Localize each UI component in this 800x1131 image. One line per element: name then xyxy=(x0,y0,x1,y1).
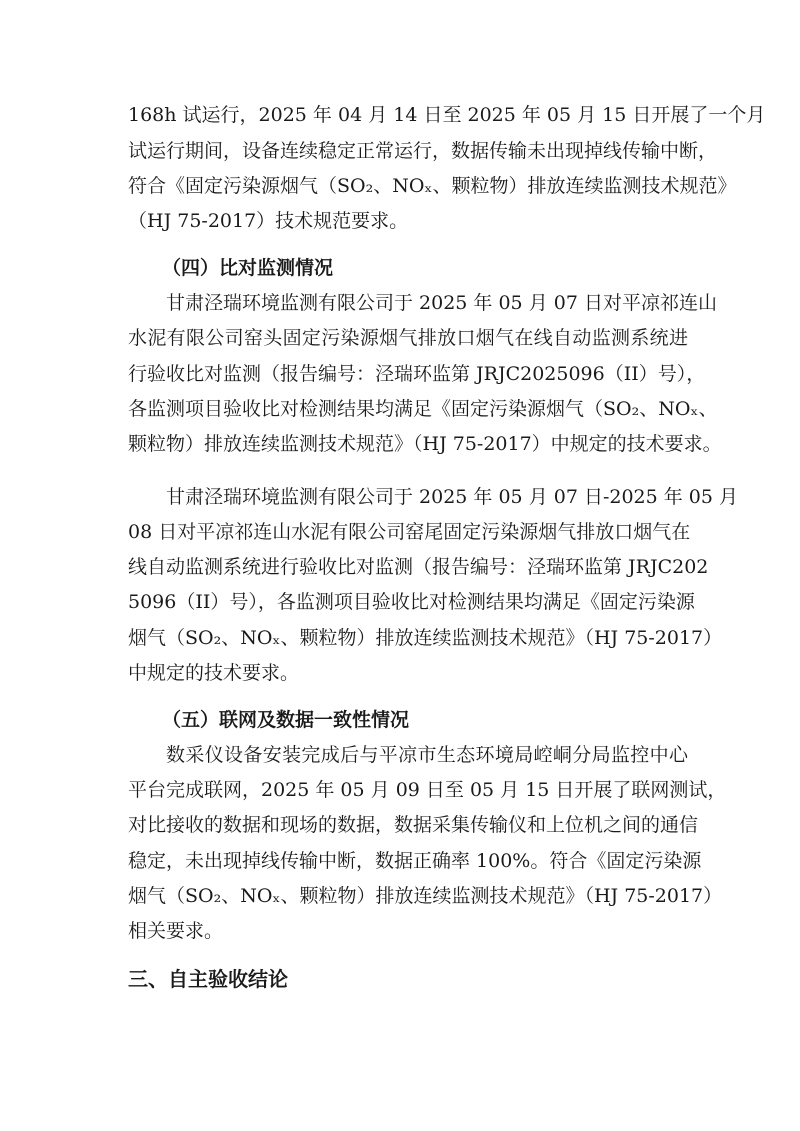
text-line: 水泥有限公司窑头固定污染源烟气排放口烟气在线自动监测系统进 xyxy=(128,327,688,349)
section-heading: （四）比对监测情况 xyxy=(162,257,334,279)
text-line: 烟气（SO₂、NOₓ、颗粒物）排放连续监测技术规范》（HJ 75-2017） xyxy=(128,627,723,649)
text-line: 168h 试运行，2025 年 04 月 14 日至 2025 年 05 月 15 日开展了一个月 xyxy=(128,104,766,126)
text-line: 5096（II）号），各监测项目验收比对检测结果均满足《固定污染源 xyxy=(128,591,695,613)
text-line: 颗粒物）排放连续监测技术规范》（HJ 75-2017）中规定的技术要求。 xyxy=(128,433,722,455)
section-heading: （五）联网及数据一致性情况 xyxy=(162,709,410,731)
text-line: 行验收比对监测（报告编号：泾瑞环监第 JRJC2025096（II）号）， xyxy=(128,363,706,385)
text-line: 相关要求。 xyxy=(128,920,224,942)
text-line: 各监测项目验收比对检测结果均满足《固定污染源烟气（SO₂、NOₓ、 xyxy=(128,398,718,420)
text-line: 中规定的技术要求。 xyxy=(128,662,300,684)
text-line: 甘肃泾瑞环境监测有限公司于 2025 年 05 月 07 日-2025 年 05 月 xyxy=(166,486,739,508)
main-section-heading: 三、自主验收结论 xyxy=(128,967,288,991)
text-line: 平台完成联网，2025 年 05 月 09 日至 05 月 15 日开展了联网测试， xyxy=(128,779,727,801)
text-line: 对比接收的数据和现场的数据，数据采集传输仪和上位机之间的通信 xyxy=(128,814,699,836)
text-line: （HJ 75-2017）技术规范要求。 xyxy=(128,210,409,232)
text-line: 稳定，未出现掉线传输中断，数据正确率 100%。符合《固定污染源 xyxy=(128,850,702,872)
text-line: 试运行期间，设备连续稳定正常运行，数据传输未出现掉线传输中断， xyxy=(128,140,718,162)
text-line: 烟气（SO₂、NOₓ、颗粒物）排放连续监测技术规范》（HJ 75-2017） xyxy=(128,885,723,907)
text-line: 线自动监测系统进行验收比对监测（报告编号：泾瑞环监第 JRJC202 xyxy=(128,556,709,578)
text-line: 甘肃泾瑞环境监测有限公司于 2025 年 05 月 07 日对平凉祁连山 xyxy=(166,292,717,314)
text-line: 符合《固定污染源烟气（SO₂、NOₓ、颗粒物）排放连续监测技术规范》 xyxy=(128,175,737,197)
text-line: 08 日对平凉祁连山水泥有限公司窑尾固定污染源烟气排放口烟气在 xyxy=(128,521,691,543)
text-line: 数采仪设备安装完成后与平凉市生态环境局崆峒分局监控中心 xyxy=(166,744,688,766)
